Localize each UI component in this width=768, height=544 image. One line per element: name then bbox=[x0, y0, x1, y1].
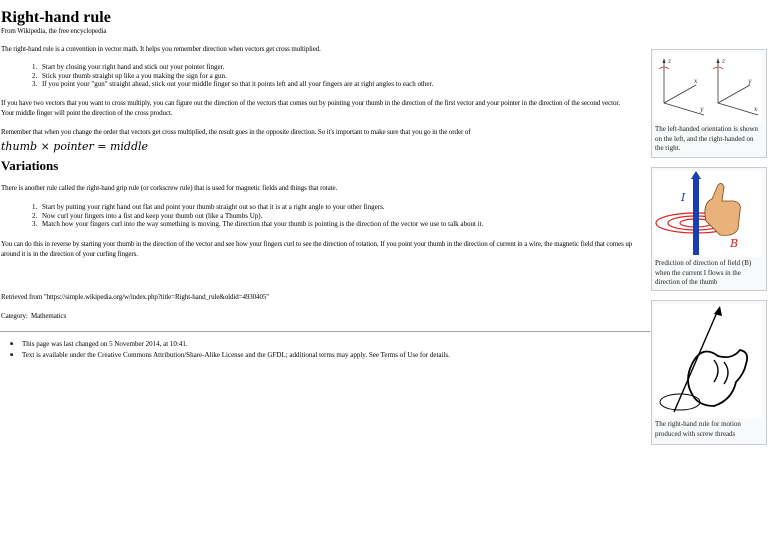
tagline: From Wikipedia, the free encyclopedia bbox=[1, 27, 107, 35]
list-item: 3. If you point your "gun" straight ahead, stick out your middle finger so that it points left and all your fingers are at right angles to each other. bbox=[32, 80, 434, 89]
svg-text:z: z bbox=[668, 58, 672, 65]
svg-text:y: y bbox=[700, 106, 704, 113]
divider bbox=[0, 331, 650, 332]
svg-text:x: x bbox=[694, 78, 698, 85]
svg-text:z: z bbox=[722, 58, 726, 65]
figure-caption: The right-hand rule for motion produced with screw threads bbox=[655, 420, 741, 438]
formula: thumb × pointer = middle bbox=[1, 140, 149, 153]
svg-text:I: I bbox=[681, 191, 686, 204]
axes-image[interactable] bbox=[654, 53, 762, 123]
list-item: 2. Stick your thumb straight up like a you making the sign for a gun. bbox=[32, 71, 227, 80]
category-link[interactable]: Mathematics bbox=[31, 312, 67, 320]
category-line: Category: Mathematics bbox=[1, 312, 67, 320]
screw-hand-illustration bbox=[654, 304, 762, 418]
svg-text:x: x bbox=[754, 106, 758, 113]
svg-text:B: B bbox=[730, 237, 739, 250]
svg-text:y: y bbox=[748, 78, 752, 85]
page-title: Right-hand rule bbox=[1, 9, 111, 26]
paragraph-vectors: If you have two vectors that you want to cross multiply, you can figure out the direction of the vectors that comes out by pointing your thumb in the direction of the first vector and your pointer in the direction of the second vector. Your middle finger will point the direction of the cross product. bbox=[1, 99, 620, 117]
list-item: 3. Match how your fingers curl into the way something is moving. The direction that your thumb is pointing is the direction of the vector we use to talk about it. bbox=[32, 220, 484, 229]
list-item: 1. Start by putting your right hand out flat and point your thumb straight out so that it is at a right angle to your other fingers. bbox=[32, 203, 385, 211]
footer-last-changed: ■ This page was last changed on 5 November 2014, at 10:41. bbox=[10, 339, 450, 350]
intro-paragraph: The right-hand rule is a convention in vector math. It helps you remember direction when vectors get cross multiplied. bbox=[1, 45, 321, 53]
screw-rule-image[interactable] bbox=[654, 304, 762, 418]
footer-license: ■ Text is available under the Creative Commons Attribution/Share-Alike License and the GFDL; additional terms may apply. See Terms of Use for details. bbox=[10, 350, 450, 361]
figure-caption: Prediction of direction of field (B) when the current I flows in the direction of the thumb bbox=[655, 259, 752, 286]
figure-screw-rule bbox=[651, 300, 767, 445]
right-hand-grip-illustration bbox=[654, 171, 762, 257]
list-item: 2. Now curl your fingers into a fist and keep your thumb out (like a Thumbs Up). bbox=[32, 211, 263, 220]
footer-list bbox=[10, 339, 450, 361]
paragraph-grip-rule: There is another rule called the right-hand grip rule (or corkscrew rule) that is used for magnetic fields and things that rotate. bbox=[1, 184, 338, 192]
paragraph-reverse: You can do this in reverse by starting your thumb in the direction of the vector and see how your fingers curl to see the direction of rotation. If you point your thumb in the direction of current in a wire, the magnetic field that comes up around it is in the direction of your curling fingers. bbox=[1, 240, 633, 258]
section-heading: Variations bbox=[1, 158, 59, 173]
steps-list-1 bbox=[32, 63, 433, 89]
retrieved-link[interactable]: Retrieved from "https://simple.wikipedia.org/w/index.php?title=Right-hand_rule&oldid=4930405" bbox=[1, 293, 270, 301]
figure-caption: The left-handed orientation is shown on the left, and the right-handed on the right. bbox=[655, 125, 759, 152]
list-item: 1. Start by closing your right hand and stick out your pointer finger. bbox=[32, 63, 225, 71]
figure-grip-rule bbox=[651, 167, 767, 291]
steps-list-2 bbox=[32, 203, 483, 229]
figure-orientation bbox=[651, 49, 767, 158]
coordinate-axes-illustration bbox=[654, 53, 762, 123]
grip-rule-image[interactable] bbox=[654, 171, 762, 257]
paragraph-order: Remember that when you change the order that vectors get cross multiplied, the result goes in the opposite direction. So it's important to make sure that you go in the order of bbox=[1, 128, 471, 136]
